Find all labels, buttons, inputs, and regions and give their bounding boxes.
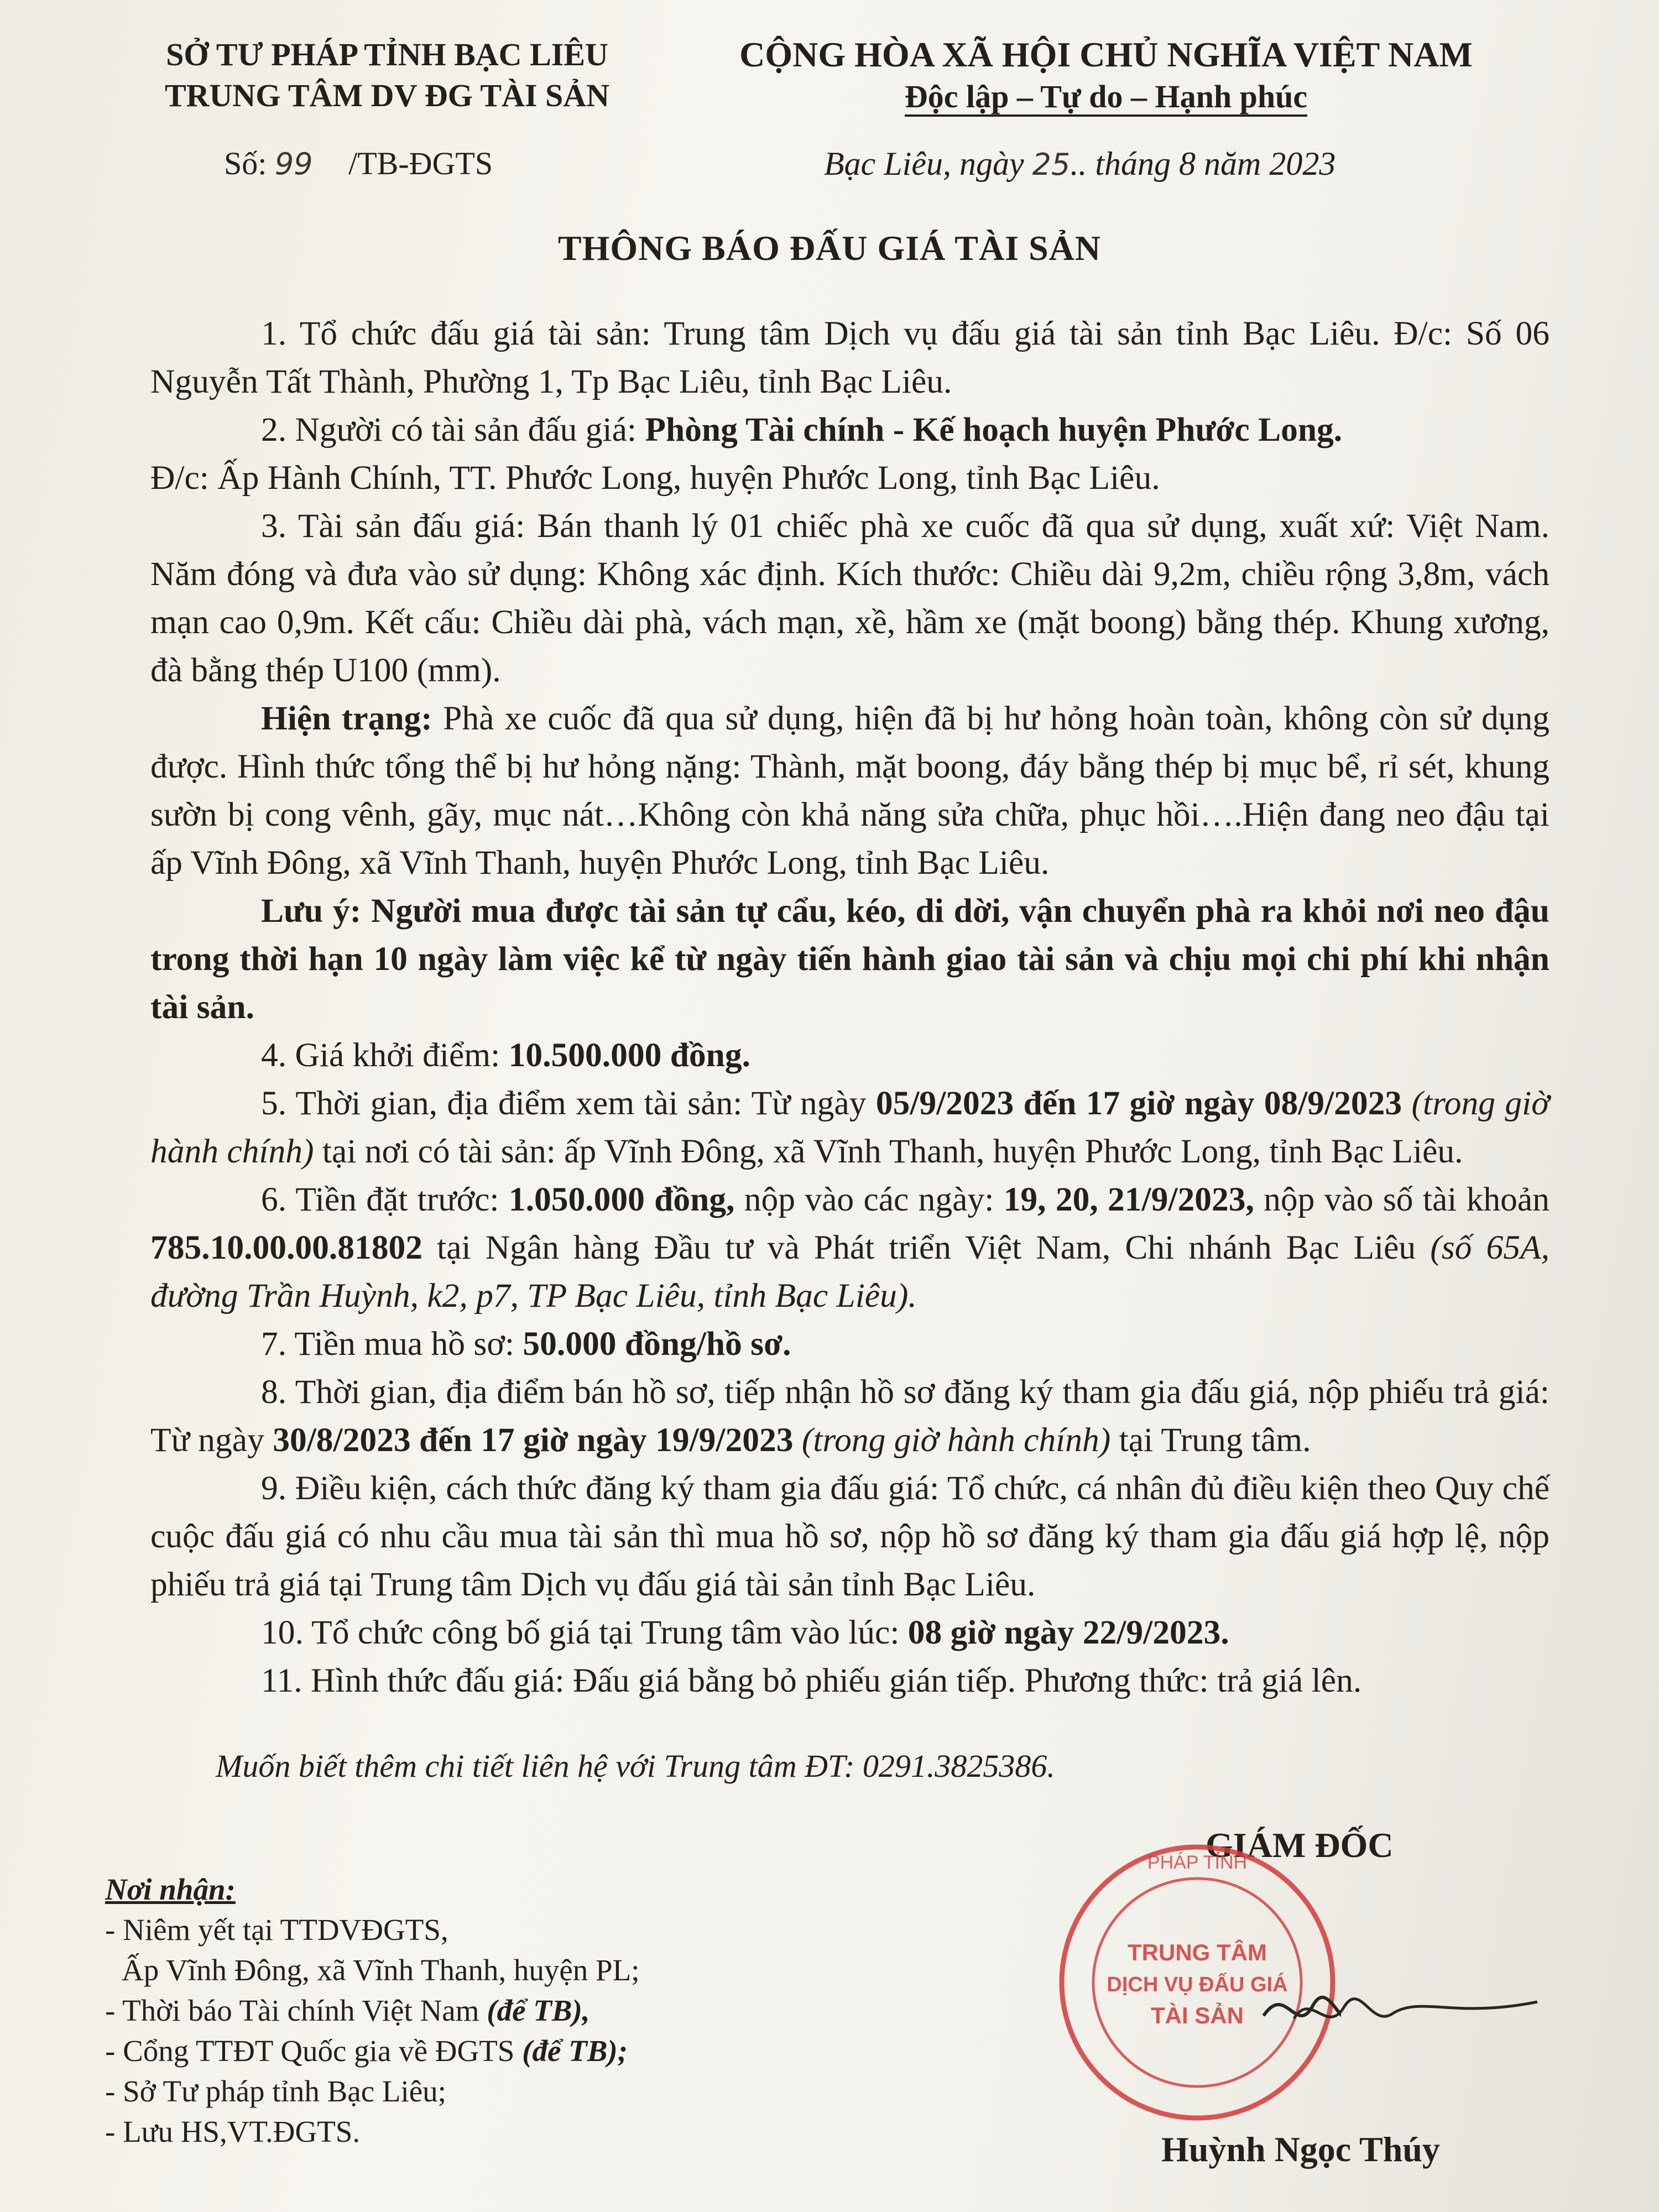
- national-title: CỘNG HÒA XÃ HỘI CHỦ NGHĨA VIỆT NAM: [739, 35, 1473, 74]
- signatory-name: Huỳnh Ngọc Thúy: [1161, 2130, 1440, 2169]
- paragraph-owner: 2. Người có tài sản đấu giá: Phòng Tài chính - Kế hoạch huyện Phước Long.: [261, 411, 1343, 448]
- paragraph-organizer: 1. Tổ chức đấu giá tài sản: Trung tâm Dịch vụ đấu giá tài sản tỉnh Bạc Liêu. Đ/c: Số 06 Nguyễn Tất Thành, Phường 1, Tp Bạc Liêu, tỉnh Bạc Liêu.: [150, 315, 1550, 400]
- paragraph-asset: 3. Tài sản đấu giá: Bán thanh lý 01 chiếc phà xe cuốc đã qua sử dụng, xuất xứ: Việt Nam. Năm đóng và đưa vào sử dụng: Không xác định. Kích thước: Chiều dài 9,2m, chiều rộng 3,8m, vách mạn cao 0,9m. Kết cấu: Chiều dài phà, vách mạn, xề, hầm xe (mặt boong) bằng thép. Khung xương, đà bằng thép U100 (mm).: [150, 507, 1550, 689]
- national-motto: Độc lập – Tự do – Hạnh phúc: [905, 79, 1307, 117]
- handwritten-day: 25: [1032, 147, 1071, 182]
- list-item: - Cổng TTĐT Quốc gia về ĐGTS (để TB);: [105, 2034, 628, 2068]
- list-item: - Thời báo Tài chính Việt Nam (để TB),: [105, 1994, 590, 2027]
- paragraph-dossier-time: 8. Thời gian, địa điểm bán hồ sơ, tiếp nhận hồ sơ đăng ký tham gia đấu giá, nộp phiếu trả giá: Từ ngày 30/8/2023 đến 17 giờ ngày 19/9/2023 (trong giờ hành chính) tại Trung tâm.: [150, 1373, 1550, 1459]
- paragraph-viewing: 5. Thời gian, địa điểm xem tài sản: Từ ngày 05/9/2023 đến 17 giờ ngày 08/9/2023 (trong giờ hành chính) tại nơi có tài sản: ấp Vĩnh Đông, xã Vĩnh Thanh, huyện Phước Long, tỉnh Bạc Liêu.: [150, 1084, 1550, 1170]
- paragraph-note: Lưu ý: Người mua được tài sản tự cẩu, kéo, di dời, vận chuyển phà ra khỏi nơi neo đậu trong thời hạn 10 ngày làm việc kể từ ngày tiến hành giao tài sản và chịu mọi chi phí khi nhận tài sản.: [150, 892, 1550, 1026]
- paragraph-condition: Hiện trạng: Phà xe cuốc đã qua sử dụng, hiện đã bị hư hỏng hoàn toàn, không còn sử dụng được. Hình thức tổng thể bị hư hỏng nặng: Thành, mặt boong, đáy bằng thép bị mục bể, rỉ sét, khung sườn bị cong vênh, gãy, mục nát…Không còn khả năng sửa chữa, phục hồi….Hiện đang neo đậu tại ấp Vĩnh Đông, xã Vĩnh Thanh, huyện Phước Long, tỉnh Bạc Liêu.: [150, 700, 1550, 881]
- document-date: Bạc Liêu, ngày 25.. tháng 8 năm 2023: [824, 145, 1336, 182]
- stamp-line-1: TRUNG TÂM: [1128, 1939, 1267, 1965]
- paragraph-start-price: 4. Giá khởi điểm: 10.500.000 đồng.: [261, 1036, 751, 1074]
- paragraph-conditions: 9. Điều kiện, cách thức đăng ký tham gia đấu giá: Tổ chức, cá nhân đủ điều kiện theo Quy chế cuộc đấu giá có nhu cầu mua tài sản thì mua hồ sơ, nộp hồ sơ đăng ký tham gia đấu giá hợp lệ, nộp phiếu trả giá tại Trung tâm Dịch vụ đấu giá tài sản tỉnh Bạc Liêu.: [150, 1469, 1550, 1603]
- list-item: - Niêm yết tại TTDVĐGTS,: [105, 1913, 448, 1947]
- issuing-agency: [138, 34, 636, 116]
- document-body: [150, 310, 1550, 1705]
- stamp-line-3: TÀI SẢN: [1151, 2002, 1244, 2028]
- national-header: [702, 34, 1510, 117]
- signatory-role: GIÁM ĐỐC: [1206, 1825, 1394, 1865]
- document-title: THÔNG BÁO ĐẤU GIÁ TÀI SẢN: [557, 228, 1102, 268]
- handwritten-number: 99: [274, 147, 313, 181]
- paragraph-auction-form: 11. Hình thức đấu giá: Đấu giá bằng bỏ phiếu gián tiếp. Phương thức: trả giá lên.: [261, 1662, 1362, 1699]
- recipients-title: Nơi nhận:: [105, 1872, 236, 1906]
- document-number: Số: 99 /TB-ĐGTS: [224, 145, 493, 181]
- agency-name: TRUNG TÂM DV ĐG TÀI SẢN: [164, 77, 610, 113]
- paragraph-owner-address: Đ/c: Ấp Hành Chính, TT. Phước Long, huyện Phước Long, tỉnh Bạc Liêu.: [150, 459, 1160, 497]
- recipients-list: [105, 1869, 640, 2152]
- agency-parent: SỞ TƯ PHÁP TỈNH BẠC LIÊU: [166, 36, 608, 72]
- paragraph-deposit: 6. Tiền đặt trước: 1.050.000 đồng, nộp vào các ngày: 19, 20, 21/9/2023, nộp vào số tài khoản 785.10.00.00.81802 tại Ngân hàng Đầu tư và Phát triển Việt Nam, Chi nhánh Bạc Liêu (số 65A, đường Trần Huỳnh, k2, p7, TP Bạc Liêu, tỉnh Bạc Liêu).: [150, 1181, 1550, 1314]
- list-item: Ấp Vĩnh Đông, xã Vĩnh Thanh, huyện PL;: [122, 1953, 640, 1987]
- handwritten-signature: [1288, 1969, 1543, 2052]
- list-item: - Lưu HS,VT.ĐGTS.: [105, 2115, 361, 2148]
- paragraph-dossier-fee: 7. Tiền mua hồ sơ: 50.000 đồng/hồ sơ.: [261, 1325, 791, 1363]
- contact-note: Muốn biết thêm chi tiết liên hệ với Trung tâm ĐT: 0291.3825386.: [216, 1748, 1055, 1784]
- list-item: - Sở Tư pháp tỉnh Bạc Liêu;: [105, 2074, 446, 2108]
- stamp-top-arc: PHÁP TỈNH: [1147, 1852, 1248, 1873]
- stamp-line-2: DỊCH VỤ ĐẤU GIÁ: [1107, 1973, 1288, 1996]
- paragraph-announcement: 10. Tổ chức công bố giá tại Trung tâm vào lúc: 08 giờ ngày 22/9/2023.: [261, 1614, 1229, 1651]
